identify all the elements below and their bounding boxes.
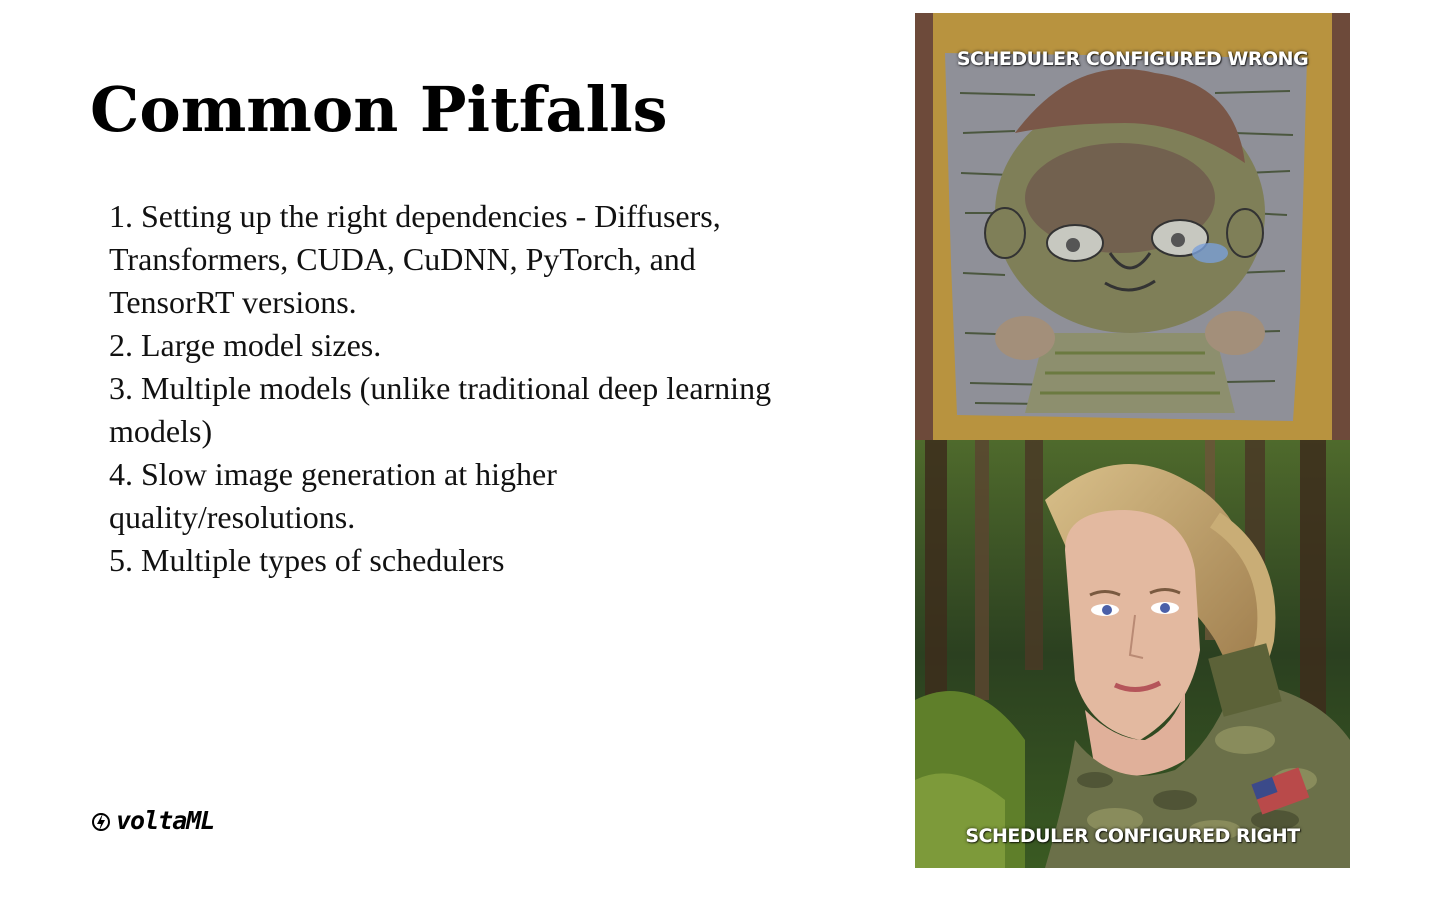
voltaml-logo [90,806,214,835]
pitfalls-list [109,195,799,582]
slide-title: Common Pitfalls [90,73,668,146]
lightning-circle-icon [90,810,112,832]
pitfall-item: 4. Slow image generation at higher quality/resolutions. [109,456,557,535]
distorted-cartoon-image [915,13,1350,440]
pitfall-item: 3. Multiple models (unlike traditional deep learning models) [109,370,772,449]
right-scheduler-image [915,440,1350,868]
logo-text: voltaML [116,806,215,835]
pitfall-item: 5. Multiple types of schedulers [109,542,505,578]
pitfall-item: 2. Large model sizes. [109,327,382,363]
top-caption: SCHEDULER CONFIGURED WRONG [956,48,1309,70]
pitfall-item: 1. Setting up the right dependencies - Diffusers, Transformers, CUDA, CuDNN, PyTorch, and TensorRT versions. [109,198,721,320]
wrong-scheduler-image [915,13,1350,440]
bottom-caption: SCHEDULER CONFIGURED RIGHT [965,825,1300,847]
scheduler-comparison-images [915,13,1350,868]
forest-soldier-portrait [915,440,1350,868]
